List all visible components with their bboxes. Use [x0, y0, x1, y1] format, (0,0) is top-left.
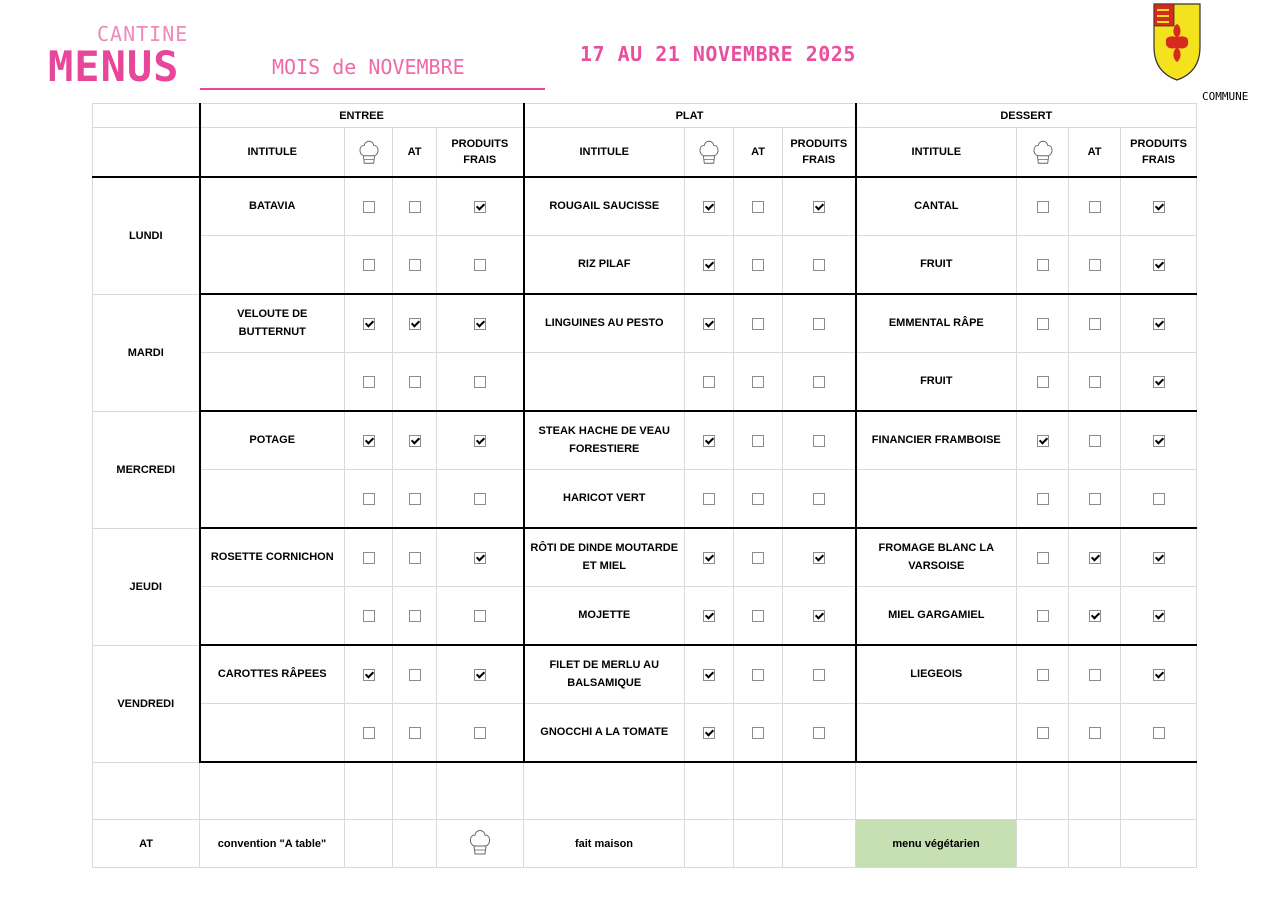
checkbox-unchecked[interactable]	[363, 552, 375, 564]
produits-label: PRODUITS	[451, 137, 509, 150]
checkbox-cell	[345, 177, 393, 236]
legend-hat-cell	[437, 820, 524, 868]
checkbox-unchecked[interactable]	[703, 493, 715, 505]
checkbox-cell	[685, 528, 734, 587]
checkbox-checked[interactable]	[703, 727, 715, 739]
day-label-lundi: LUNDI	[93, 177, 200, 294]
menu-item-entree	[200, 353, 345, 412]
empty-cell	[1017, 762, 1069, 820]
checkbox-cell	[685, 645, 734, 704]
checkbox-unchecked[interactable]	[409, 376, 421, 388]
commune-crest-icon	[1152, 2, 1202, 82]
checkbox-cell	[393, 294, 437, 353]
checkbox-cell	[734, 587, 783, 646]
checkbox-cell	[783, 236, 856, 295]
column-header-fait-maison	[685, 128, 734, 178]
column-header-produits-frais	[437, 128, 524, 178]
checkbox-unchecked[interactable]	[1037, 669, 1049, 681]
menu-item-dessert: MIEL GARGAMIEL	[856, 587, 1017, 646]
checkbox-cell	[1069, 704, 1121, 763]
menu-item-entree	[200, 236, 345, 295]
checkbox-unchecked[interactable]	[813, 259, 825, 271]
checkbox-unchecked[interactable]	[1037, 318, 1049, 330]
menu-item-entree: CAROTTES RÂPEES	[200, 645, 345, 704]
checkbox-checked[interactable]	[1037, 435, 1049, 447]
checkbox-unchecked[interactable]	[363, 376, 375, 388]
checkbox-unchecked[interactable]	[363, 201, 375, 213]
checkbox-cell	[783, 587, 856, 646]
week-dates: 17 AU 21 NOVEMBRE 2025	[580, 42, 856, 66]
column-header-at: AT	[734, 128, 783, 178]
checkbox-cell	[1017, 353, 1069, 412]
day-label-vendredi: VENDREDI	[93, 645, 200, 762]
checkbox-unchecked[interactable]	[1037, 376, 1049, 388]
menu-item-entree: POTAGE	[200, 411, 345, 470]
checkbox-unchecked[interactable]	[1153, 727, 1165, 739]
empty-cell	[524, 762, 685, 820]
menu-table	[92, 103, 1197, 868]
column-header-fait-maison	[1017, 128, 1069, 178]
checkbox-checked[interactable]	[1153, 610, 1165, 622]
day-label-mardi: MARDI	[93, 294, 200, 411]
menu-item-plat: GNOCCHI A LA TOMATE	[524, 704, 685, 763]
menus-title: MENUS	[48, 42, 180, 91]
checkbox-cell	[1017, 411, 1069, 470]
checkbox-unchecked[interactable]	[1089, 201, 1101, 213]
menu-item-dessert: FRUIT	[856, 353, 1017, 412]
checkbox-cell	[393, 645, 437, 704]
checkbox-checked[interactable]	[409, 435, 421, 447]
chef-hat-icon	[697, 137, 721, 167]
empty-cell	[1121, 820, 1197, 868]
checkbox-unchecked[interactable]	[752, 259, 764, 271]
checkbox-cell	[1121, 177, 1197, 236]
checkbox-unchecked[interactable]	[474, 376, 486, 388]
checkbox-cell	[437, 236, 524, 295]
empty-cell	[783, 762, 856, 820]
menu-item-dessert	[856, 704, 1017, 763]
chef-hat-icon	[468, 825, 492, 859]
legend-fait-maison: fait maison	[524, 820, 685, 868]
checkbox-cell	[1017, 236, 1069, 295]
checkbox-unchecked[interactable]	[703, 376, 715, 388]
checkbox-cell	[345, 645, 393, 704]
checkbox-checked[interactable]	[474, 552, 486, 564]
checkbox-cell	[685, 470, 734, 529]
checkbox-unchecked[interactable]	[813, 435, 825, 447]
menu-item-plat: FILET DE MERLU AU BALSAMIQUE	[524, 645, 685, 704]
day-label-mercredi: MERCREDI	[93, 411, 200, 528]
checkbox-checked[interactable]	[813, 201, 825, 213]
checkbox-cell	[1017, 470, 1069, 529]
checkbox-cell	[393, 470, 437, 529]
checkbox-checked[interactable]	[703, 610, 715, 622]
column-header-intitule: INTITULE	[856, 128, 1017, 178]
checkbox-cell	[783, 645, 856, 704]
checkbox-cell	[1017, 177, 1069, 236]
checkbox-cell	[783, 177, 856, 236]
checkbox-unchecked[interactable]	[813, 376, 825, 388]
empty-cell	[1121, 762, 1197, 820]
checkbox-unchecked[interactable]	[363, 610, 375, 622]
checkbox-cell	[1121, 294, 1197, 353]
checkbox-unchecked[interactable]	[1037, 552, 1049, 564]
checkbox-cell	[783, 411, 856, 470]
empty-cell	[345, 762, 393, 820]
group-header-dessert: DESSERT	[856, 104, 1197, 128]
menu-item-dessert: CANTAL	[856, 177, 1017, 236]
checkbox-cell	[1017, 645, 1069, 704]
checkbox-cell	[783, 353, 856, 412]
checkbox-unchecked[interactable]	[409, 669, 421, 681]
checkbox-cell	[1121, 704, 1197, 763]
checkbox-unchecked[interactable]	[752, 493, 764, 505]
menu-item-plat: LINGUINES AU PESTO	[524, 294, 685, 353]
checkbox-unchecked[interactable]	[752, 610, 764, 622]
commune-label: COMMUNE	[1202, 90, 1249, 103]
legend-vegetarien: menu végétarien	[856, 820, 1017, 868]
menu-item-entree: BATAVIA	[200, 177, 345, 236]
checkbox-cell	[1069, 294, 1121, 353]
checkbox-unchecked[interactable]	[1089, 318, 1101, 330]
checkbox-checked[interactable]	[703, 435, 715, 447]
checkbox-unchecked[interactable]	[1089, 669, 1101, 681]
checkbox-cell	[393, 177, 437, 236]
checkbox-cell	[685, 294, 734, 353]
header-underline	[200, 88, 545, 90]
empty-cell	[437, 762, 524, 820]
empty-cell	[734, 820, 783, 868]
chef-hat-icon	[1031, 137, 1055, 167]
checkbox-cell	[734, 353, 783, 412]
checkbox-unchecked[interactable]	[1089, 493, 1101, 505]
menu-item-entree	[200, 470, 345, 529]
frais-label: FRAIS	[463, 154, 497, 166]
checkbox-unchecked[interactable]	[363, 493, 375, 505]
checkbox-cell	[1017, 528, 1069, 587]
column-header-intitule: INTITULE	[200, 128, 345, 178]
checkbox-cell	[1121, 528, 1197, 587]
legend-at: AT	[93, 820, 200, 868]
checkbox-cell	[437, 645, 524, 704]
menu-item-dessert: FRUIT	[856, 236, 1017, 295]
checkbox-cell	[437, 353, 524, 412]
checkbox-cell	[783, 470, 856, 529]
checkbox-cell	[345, 294, 393, 353]
checkbox-checked[interactable]	[1089, 610, 1101, 622]
menu-item-dessert: FINANCIER FRAMBOISE	[856, 411, 1017, 470]
checkbox-unchecked[interactable]	[474, 259, 486, 271]
checkbox-checked[interactable]	[1153, 376, 1165, 388]
checkbox-checked[interactable]	[813, 552, 825, 564]
checkbox-unchecked[interactable]	[409, 610, 421, 622]
checkbox-unchecked[interactable]	[1089, 376, 1101, 388]
column-header-produits-frais	[783, 128, 856, 178]
empty-cell	[685, 820, 734, 868]
checkbox-checked[interactable]	[1153, 435, 1165, 447]
checkbox-cell	[734, 294, 783, 353]
column-header-at: AT	[1069, 128, 1121, 178]
checkbox-cell	[393, 353, 437, 412]
checkbox-unchecked[interactable]	[1089, 259, 1101, 271]
checkbox-cell	[1069, 587, 1121, 646]
checkbox-checked[interactable]	[1153, 201, 1165, 213]
empty-cell	[783, 820, 856, 868]
checkbox-cell	[1069, 177, 1121, 236]
checkbox-cell	[685, 587, 734, 646]
checkbox-checked[interactable]	[703, 552, 715, 564]
checkbox-unchecked[interactable]	[409, 259, 421, 271]
menu-item-dessert: EMMENTAL RÂPE	[856, 294, 1017, 353]
column-header-at: AT	[393, 128, 437, 178]
menu-item-plat: ROUGAIL SAUCISSE	[524, 177, 685, 236]
checkbox-cell	[437, 411, 524, 470]
checkbox-unchecked[interactable]	[1037, 610, 1049, 622]
checkbox-unchecked[interactable]	[409, 552, 421, 564]
checkbox-unchecked[interactable]	[752, 376, 764, 388]
checkbox-cell	[734, 411, 783, 470]
checkbox-cell	[1069, 236, 1121, 295]
chef-hat-icon	[357, 137, 381, 167]
empty-cell	[1017, 820, 1069, 868]
checkbox-cell	[345, 587, 393, 646]
checkbox-cell	[734, 528, 783, 587]
checkbox-checked[interactable]	[1153, 318, 1165, 330]
checkbox-cell	[685, 411, 734, 470]
checkbox-cell	[437, 294, 524, 353]
frais-label: FRAIS	[1142, 154, 1176, 166]
checkbox-cell	[437, 470, 524, 529]
checkbox-checked[interactable]	[474, 435, 486, 447]
checkbox-unchecked[interactable]	[752, 318, 764, 330]
checkbox-cell	[1017, 587, 1069, 646]
checkbox-cell	[685, 704, 734, 763]
day-label-jeudi: JEUDI	[93, 528, 200, 645]
checkbox-cell	[345, 528, 393, 587]
checkbox-cell	[437, 177, 524, 236]
checkbox-checked[interactable]	[474, 201, 486, 213]
column-header-intitule: INTITULE	[524, 128, 685, 178]
checkbox-cell	[1069, 470, 1121, 529]
menu-item-entree: ROSETTE CORNICHON	[200, 528, 345, 587]
checkbox-checked[interactable]	[703, 669, 715, 681]
checkbox-unchecked[interactable]	[409, 201, 421, 213]
checkbox-unchecked[interactable]	[813, 493, 825, 505]
checkbox-cell	[734, 704, 783, 763]
column-header-produits-frais	[1121, 128, 1197, 178]
checkbox-unchecked[interactable]	[752, 669, 764, 681]
empty-cell	[200, 762, 345, 820]
menu-item-plat	[524, 353, 685, 412]
checkbox-cell	[393, 236, 437, 295]
checkbox-cell	[437, 587, 524, 646]
cantine-label: CANTINE	[97, 22, 189, 46]
checkbox-cell	[1121, 587, 1197, 646]
checkbox-checked[interactable]	[703, 201, 715, 213]
menu-item-entree	[200, 704, 345, 763]
checkbox-unchecked[interactable]	[1037, 493, 1049, 505]
checkbox-unchecked[interactable]	[1089, 435, 1101, 447]
checkbox-unchecked[interactable]	[409, 493, 421, 505]
menu-item-dessert: LIEGEOIS	[856, 645, 1017, 704]
checkbox-checked[interactable]	[363, 318, 375, 330]
checkbox-unchecked[interactable]	[474, 727, 486, 739]
checkbox-cell	[1069, 528, 1121, 587]
checkbox-cell	[1069, 645, 1121, 704]
checkbox-cell	[734, 470, 783, 529]
menu-item-dessert: FROMAGE BLANC LA VARSOISE	[856, 528, 1017, 587]
checkbox-unchecked[interactable]	[409, 727, 421, 739]
checkbox-cell	[734, 645, 783, 704]
month-label: MOIS de NOVEMBRE	[272, 55, 465, 79]
checkbox-checked[interactable]	[703, 259, 715, 271]
checkbox-checked[interactable]	[409, 318, 421, 330]
checkbox-checked[interactable]	[363, 435, 375, 447]
empty-cell	[93, 762, 200, 820]
checkbox-cell	[393, 587, 437, 646]
checkbox-cell	[1069, 411, 1121, 470]
checkbox-unchecked[interactable]	[752, 435, 764, 447]
checkbox-cell	[437, 704, 524, 763]
checkbox-cell	[345, 411, 393, 470]
checkbox-cell	[1017, 704, 1069, 763]
produits-label: PRODUITS	[790, 137, 848, 150]
checkbox-checked[interactable]	[703, 318, 715, 330]
checkbox-unchecked[interactable]	[813, 318, 825, 330]
checkbox-cell	[685, 353, 734, 412]
checkbox-checked[interactable]	[813, 610, 825, 622]
menu-item-dessert	[856, 470, 1017, 529]
checkbox-unchecked[interactable]	[1037, 727, 1049, 739]
checkbox-unchecked[interactable]	[752, 552, 764, 564]
checkbox-cell	[345, 470, 393, 529]
menu-item-plat: RÔTI DE DINDE MOUTARDE ET MIEL	[524, 528, 685, 587]
checkbox-checked[interactable]	[1153, 259, 1165, 271]
checkbox-cell	[1121, 236, 1197, 295]
checkbox-cell	[345, 236, 393, 295]
checkbox-checked[interactable]	[1153, 552, 1165, 564]
checkbox-cell	[393, 411, 437, 470]
menu-item-entree	[200, 587, 345, 646]
checkbox-cell	[393, 704, 437, 763]
group-header-entree: ENTREE	[200, 104, 524, 128]
checkbox-cell	[734, 177, 783, 236]
empty-cell	[856, 762, 1017, 820]
checkbox-unchecked[interactable]	[752, 201, 764, 213]
checkbox-checked[interactable]	[363, 669, 375, 681]
menu-item-plat: MOJETTE	[524, 587, 685, 646]
checkbox-unchecked[interactable]	[1037, 201, 1049, 213]
checkbox-cell	[734, 236, 783, 295]
empty-cell	[685, 762, 734, 820]
checkbox-unchecked[interactable]	[813, 727, 825, 739]
produits-label: PRODUITS	[1130, 137, 1187, 150]
legend-convention: convention "A table"	[200, 820, 345, 868]
checkbox-unchecked[interactable]	[474, 610, 486, 622]
menu-item-plat: STEAK HACHE DE VEAU FORESTIERE	[524, 411, 685, 470]
checkbox-unchecked[interactable]	[813, 669, 825, 681]
checkbox-cell	[1017, 294, 1069, 353]
empty-cell	[393, 820, 437, 868]
checkbox-cell	[783, 294, 856, 353]
checkbox-cell	[685, 236, 734, 295]
checkbox-checked[interactable]	[474, 318, 486, 330]
checkbox-checked[interactable]	[1089, 552, 1101, 564]
group-header-plat: PLAT	[524, 104, 856, 128]
checkbox-cell	[783, 704, 856, 763]
checkbox-unchecked[interactable]	[363, 727, 375, 739]
frais-label: FRAIS	[802, 154, 836, 166]
corner-cell	[93, 128, 200, 178]
empty-cell	[345, 820, 393, 868]
checkbox-cell	[1121, 411, 1197, 470]
checkbox-cell	[783, 528, 856, 587]
checkbox-checked[interactable]	[474, 669, 486, 681]
column-header-fait-maison	[345, 128, 393, 178]
corner-cell	[93, 104, 200, 128]
checkbox-unchecked[interactable]	[752, 727, 764, 739]
checkbox-cell	[685, 177, 734, 236]
checkbox-cell	[345, 704, 393, 763]
menu-item-plat: HARICOT VERT	[524, 470, 685, 529]
checkbox-cell	[345, 353, 393, 412]
empty-cell	[1069, 820, 1121, 868]
checkbox-cell	[1069, 353, 1121, 412]
checkbox-unchecked[interactable]	[1089, 727, 1101, 739]
checkbox-cell	[1121, 470, 1197, 529]
checkbox-checked[interactable]	[1153, 669, 1165, 681]
checkbox-cell	[393, 528, 437, 587]
checkbox-cell	[1121, 645, 1197, 704]
empty-cell	[393, 762, 437, 820]
menu-item-entree: VELOUTE DE BUTTERNUT	[200, 294, 345, 353]
checkbox-unchecked[interactable]	[1037, 259, 1049, 271]
empty-cell	[734, 762, 783, 820]
menu-item-plat: RIZ PILAF	[524, 236, 685, 295]
checkbox-unchecked[interactable]	[474, 493, 486, 505]
checkbox-unchecked[interactable]	[363, 259, 375, 271]
checkbox-unchecked[interactable]	[1153, 493, 1165, 505]
checkbox-cell	[437, 528, 524, 587]
checkbox-cell	[1121, 353, 1197, 412]
empty-cell	[1069, 762, 1121, 820]
